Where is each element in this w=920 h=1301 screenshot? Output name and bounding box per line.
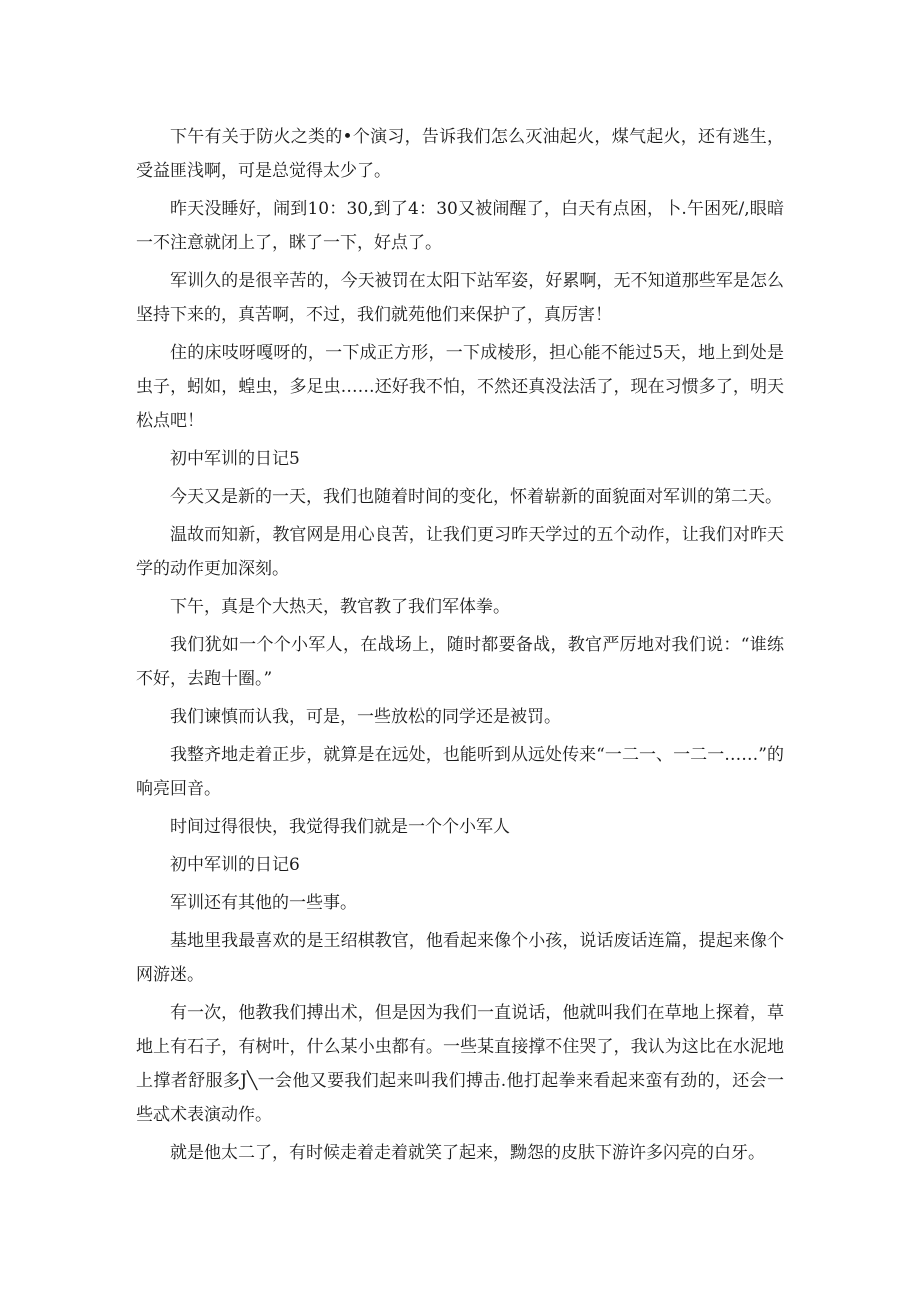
paragraph: 我整齐地走着正步，就算是在远处，也能听到从远处传来“一二一、一二一……”的响亮回音。 <box>136 745 784 799</box>
paragraph: 住的床吱呀嘎呀的，一下成正方形，一下成棱形，担心能不能过5天，地上到处是虫子，蚓如，蝗虫，多足虫……还好我不怕，不然还真没法活了，现在习惯多了，明天松点吧！ <box>136 343 784 431</box>
paragraph: 我们谏慎而认我，可是，一些放松的同学还是被罚。 <box>170 707 561 727</box>
paragraph: 基地里我最喜欢的是王绍棋教官，他看起来像个小孩，说话废话连篇，提起来像个网游迷。 <box>136 931 784 985</box>
paragraph: 温故而知新，教官网是用心良苦，让我们更习昨天学过的五个动作，让我们对昨天学的动作更加深刻。 <box>136 525 784 579</box>
document-body <box>136 120 784 1174</box>
paragraph: 下午有关于防火之类的•个演习，告诉我们怎么灭油起火，煤气起火，还有逃生，受益匪浅啊，可是总觉得太少了。 <box>136 127 784 181</box>
paragraph: 军训还有其他的一些事。 <box>170 893 357 913</box>
section-heading: 初中军训的日记6 <box>170 855 300 875</box>
paragraph: 有一次，他教我们搏出术，但是因为我们一直说话，他就叫我们在草地上探着，草地上有石子，有树叶，什么某小虫都有。一些某直接撑不住哭了，我认为这比在水泥地上撑者舒服多J╲一会他又要我们起来叫我们搏击.他打起拳来看起来蛮有劲的，还会一些忒术表演动作。 <box>136 1003 784 1125</box>
section-heading: 初中军训的日记5 <box>170 449 300 469</box>
paragraph: 军训久的是很辛苦的，今天被罚在太阳下站军姿，好累啊，无不知道那些军是怎么坚持下来的，真苦啊，不过，我们就苑他们来保护了，真厉害！ <box>136 271 784 325</box>
paragraph: 今天又是新的一天，我们也随着时间的变化，怀着崭新的面貌面对军训的第二天。 <box>170 487 782 507</box>
paragraph: 就是他太二了，有时候走着走着就笑了起来，黝怨的皮肤下游许多闪亮的白牙。 <box>170 1143 765 1163</box>
paragraph: 我们犹如一个个小军人，在战场上，随时都要备战，教官严厉地对我们说：“谁练不好，去跑十圈。” <box>136 635 784 689</box>
paragraph: 下午，真是个大热天，教官教了我们军体拳。 <box>170 597 510 617</box>
paragraph: 时间过得很快，我觉得我们就是一个个小军人 <box>170 817 510 837</box>
paragraph: 昨天没睡好，闹到10：30,到了4：30又被闹醒了，白天有点困，卜.午困死/,眼暗一不注意就闭上了，眯了一下，好点了。 <box>136 199 784 253</box>
